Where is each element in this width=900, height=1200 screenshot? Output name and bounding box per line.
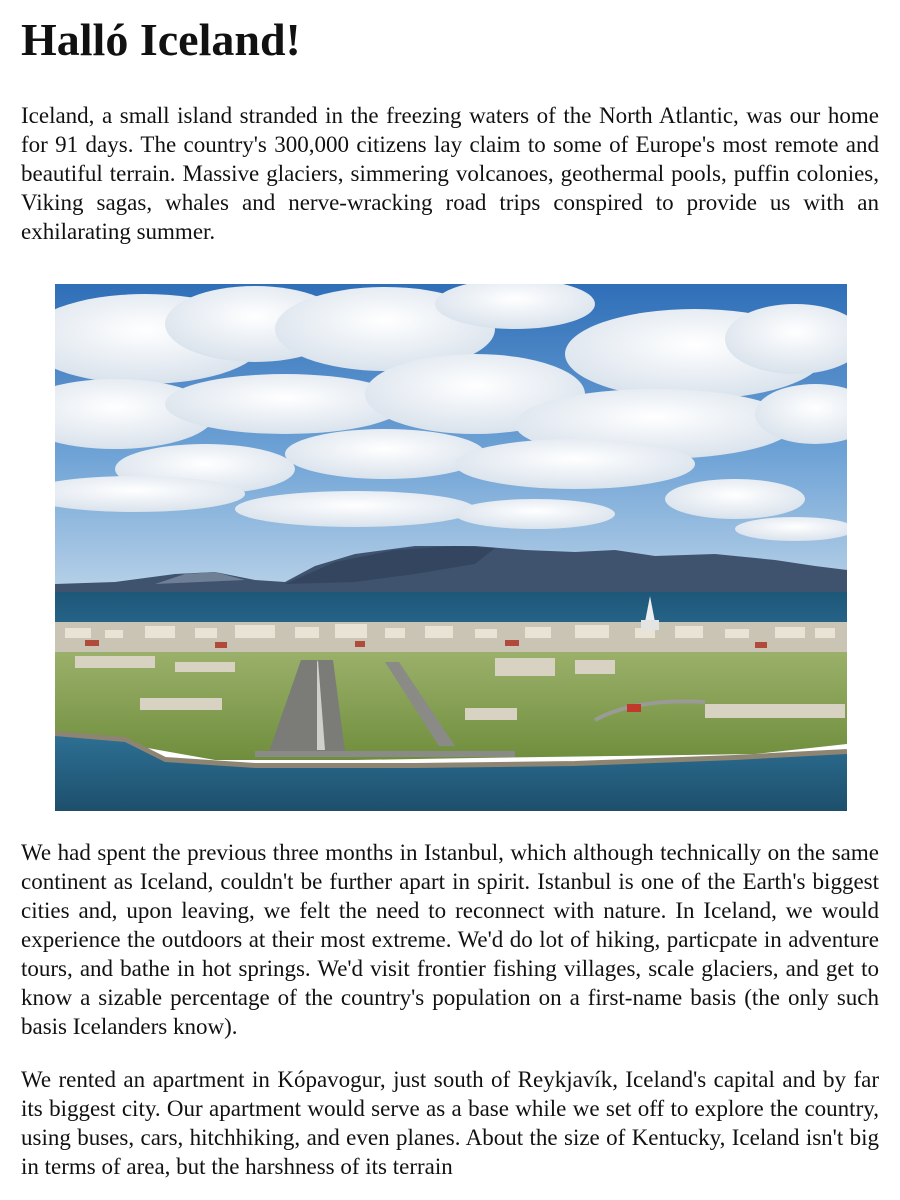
paragraph-intro: Iceland, a small island stranded in the freezing waters of the North Atlantic, was our home for 91 days. The country's 300,000 citizens lay claim to some of Europe's most remote and beautiful terrain. Massive glaciers, simmering volcanoes, geothermal pools, puffin colonies, Viking sagas, whales and nerve-wracking road trips conspired to provide us with an exhilarating summer.: [21, 103, 879, 244]
page-title: Halló Iceland!: [21, 14, 301, 65]
paragraph-kopavogur: We rented an apartment in Kópavogur, just south of Reykjavík, Iceland's capital and by far its biggest city. Our apartment would serve as a base while we set off to explore the country, using buses, cars, hitchhiking, and even planes. About the size of Kentucky, Iceland isn't big in terms of area, but the harshness of its terrain: [21, 1067, 879, 1179]
aerial-photo: [55, 284, 847, 811]
paragraph-istanbul: We had spent the previous three months in Istanbul, which although technically on the same continent as Iceland, couldn't be further apart in spirit. Istanbul is one of the Earth's biggest cities and, upon leaving, we felt the need to reconnect with nature. In Iceland, we would experience the outdoors at their most extreme. We'd do lot of hiking, particpate in adventure tours, and bathe in hot springs. We'd visit frontier fishing villages, scale glaciers, and get to know a sizable percentage of the country's population on a first-name basis (the only such basis Icelanders know).: [21, 840, 879, 1039]
aerial-photo-icon: [55, 284, 847, 811]
